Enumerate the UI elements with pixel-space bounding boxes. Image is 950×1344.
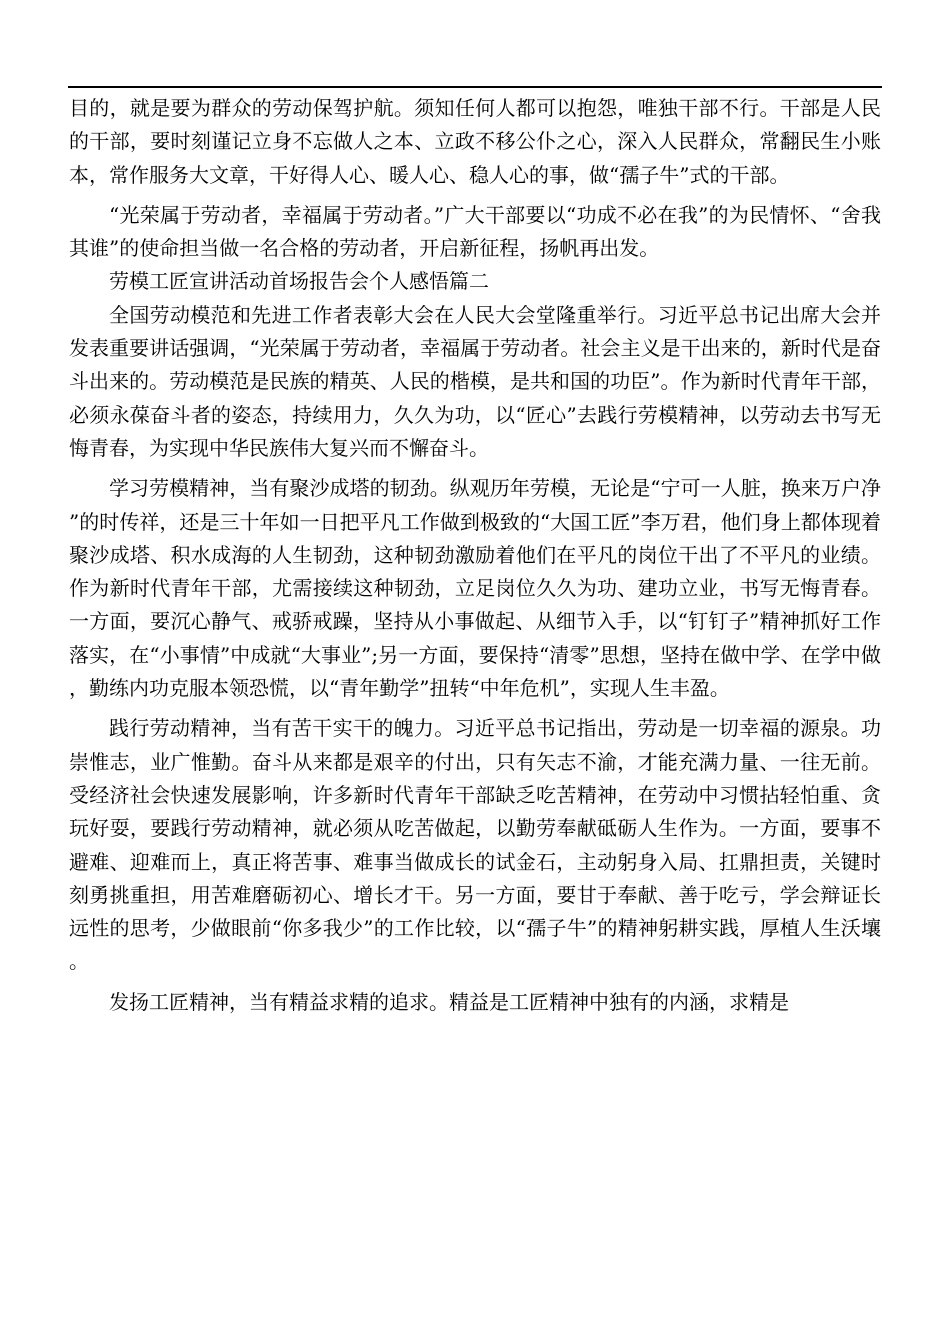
paragraph: “光荣属于劳动者，幸福属于劳动者。”广大干部要以“功成不必在我”的为民情怀、“舍我其谁”的使命担当做一名合格的劳动者，开启新征程，扬帆再出发。 <box>69 202 881 261</box>
header-rule <box>68 86 882 88</box>
document-body <box>69 92 881 1019</box>
paragraph: 践行劳动精神，当有苦干实干的魄力。习近平总书记指出，劳动是一切幸福的源泉。功崇惟志，业广惟勤。奋斗从来都是艰辛的付出，只有矢志不渝，才能充满力量、一往无前。受经济社会快速发展影响，许多新时代青年干部缺乏吃苦精神，在劳动中习惯拈轻怕重、贪玩好耍，要践行劳动精神，就必须从吃苦做起，以勤劳奉献砥砺人生作为。一方面，要事不避难、迎难而上，真正将苦事、难事当做成长的试金石，主动躬身入局、扛鼎担责，关键时刻勇挑重担，用苦难磨砺初心、增长才干。另一方面，要甘于奉献、善于吃亏，学会辩证长远性的思考，少做眼前“你多我少”的工作比较，以“孺子牛”的精神躬耕实践，厚植人生沃壤。 <box>69 716 881 974</box>
paragraph: 发扬工匠精神，当有精益求精的追求。精益是工匠精神中独有的内涵，求精是 <box>109 989 789 1014</box>
section-heading: 劳模工匠宣讲活动首场报告会个人感悟篇二 <box>109 269 489 294</box>
paragraph: 学习劳模精神，当有聚沙成塔的韧劲。纵观历年劳模，无论是“宁可一人脏，换来万户净”的时传祥，还是三十年如一日把平凡工作做到极致的“大国工匠”李万君，他们身上都体现着聚沙成塔、积水成海的人生韧劲，这种韧劲激励着他们在平凡的岗位干出了不平凡的业绩。作为新时代青年干部，尤需接续这种韧劲，立足岗位久久为功、建功立业，书写无悔青春。一方面，要沉心静气、戒骄戒躁，坚持从小事做起、从细节入手，以“钉钉子”精神抓好工作落实，在“小事情”中成就“大事业”;另一方面，要保持“清零”思想，坚持在做中学、在学中做，勤练内功克服本领恐慌，以“青年勤学”扭转“中年危机”，实现人生丰盈。 <box>69 476 881 701</box>
paragraph: 全国劳动模范和先进工作者表彰大会在人民大会堂隆重举行。习近平总书记出席大会并发表重要讲话强调，“光荣属于劳动者，幸福属于劳动者。社会主义是干出来的，新时代是奋斗出来的。劳动模范是民族的精英、人民的楷模，是共和国的功臣”。作为新时代青年干部，必须永葆奋斗者的姿态，持续用力，久久为功，以“匠心”去践行劳模精神，以劳动去书写无悔青春，为实现中华民族伟大复兴而不懈奋斗。 <box>69 302 881 460</box>
paragraph-continuation: 目的，就是要为群众的劳动保驾护航。须知任何人都可以抱怨，唯独干部不行。干部是人民的干部，要时刻谨记立身不忘做人之本、立政不移公仆之心，深入人民群众，常翻民生小账本，常作服务大文章，干好得人心、暖人心、稳人心的事，做“孺子牛”式的干部。 <box>69 96 881 187</box>
